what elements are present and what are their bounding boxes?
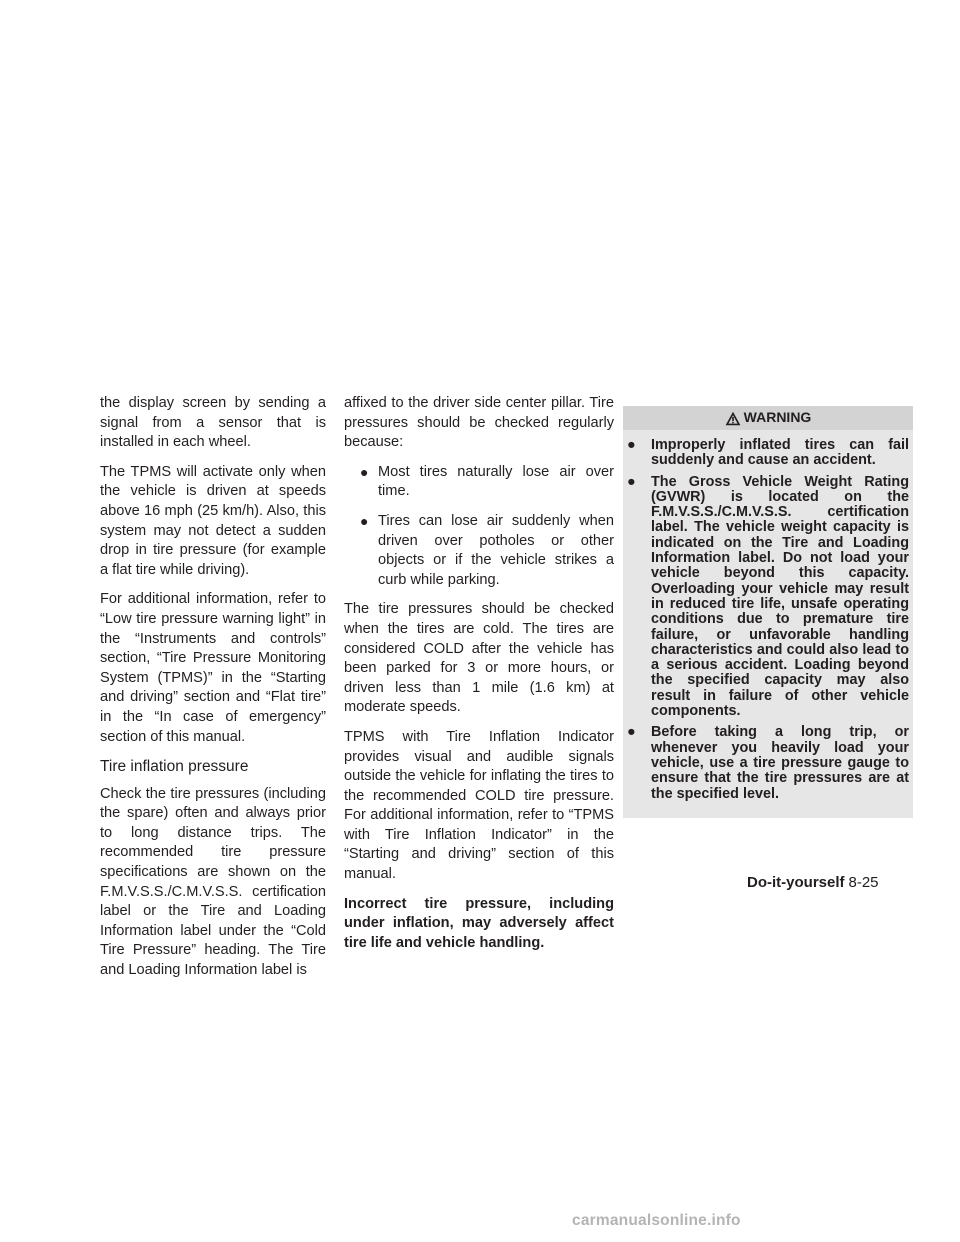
warning-item [627, 725, 909, 801]
warning-box [623, 406, 913, 818]
list-item-text: Most tires naturally lose air over time. [378, 463, 614, 500]
paragraph: Check the tire pressures (including the spare) often and always prior to long distance trips. The recommended tire pressure specifications are shown on the F.M.V.S.S./C.M.V.S.S. certification label or the Tire and Loading Information label under the “Cold Tire Pressure” heading. The Tire and Loading Information label is [100, 785, 326, 979]
warning-title: WARNING [743, 409, 812, 426]
warning-item-text: Before taking a long trip, or whenever you heavily load your vehicle, use a tire pressure gauge to ensure that the tire pressures are at the specified level. [651, 724, 909, 802]
paragraph: The tire pressures should be checked when the tires are cold. The tires are considered COLD after the vehicle has been parked for 3 or more hours, or driven less than 1 mile (1.6 km) at moderate speeds. [344, 601, 614, 716]
bold-paragraph: Incorrect tire pressure, including under inflation, may adversely affect tire life and vehicle handling. [344, 895, 614, 951]
warning-item [627, 438, 909, 469]
text-column-2 [344, 394, 614, 963]
warning-item-text: Improperly inflated tires can fail suddenly and cause an accident. [651, 437, 909, 469]
warning-item [627, 475, 909, 720]
list-item [344, 463, 614, 502]
text-column-1 [100, 394, 326, 991]
paragraph: For additional information, refer to “Low tire pressure warning light” in the “Instruments and controls” section, “Tire Pressure Monitoring System (TPMS)” in the “Starting and driving” section and “Flat tire” in the “In case of emergency” section of this manual. [100, 591, 326, 745]
page-number: 8-25 [848, 874, 879, 891]
bullet-icon: ● [360, 463, 369, 480]
bullet-icon: ● [627, 724, 636, 741]
watermark: carmanualsonline.info [572, 1212, 741, 1229]
paragraph: The TPMS will activate only when the vehicle is driven at speeds above 16 mph (25 km/h). Also, this system may not detect a sudden drop in tire pressure (for example a flat tire while driving). [100, 463, 326, 578]
warning-header [623, 406, 913, 430]
section-subheading: Tire inflation pressure [100, 758, 249, 776]
warning-triangle-icon [725, 411, 741, 426]
bullet-list [344, 463, 614, 591]
text-column-3 [623, 394, 913, 818]
bullet-icon: ● [627, 437, 636, 453]
bullet-icon: ● [360, 512, 369, 529]
paragraph: the display screen by sending a signal from a sensor that is installed in each wheel. [100, 395, 326, 451]
section-name: Do-it-yourself [747, 874, 845, 891]
list-item-text: Tires can lose air suddenly when driven over potholes or other objects or if the vehicle strikes a curb while parking. [378, 512, 614, 588]
paragraph: affixed to the driver side center pillar. Tire pressures should be checked regularly because: [344, 395, 614, 451]
list-item [344, 512, 614, 590]
warning-list [627, 438, 909, 802]
bullet-icon: ● [627, 473, 636, 490]
paragraph: TPMS with Tire Inflation Indicator provides visual and audible signals outside the vehicle for inflating the tires to the recommended COLD tire pressure. For additional information, refer to “TPMS with Tire Inflation Indicator” in the “Starting and driving” section of this manual. [344, 728, 614, 883]
warning-item-text: The Gross Vehicle Weight Rating (GVWR) is located on the F.M.V.S.S./C.M.V.S.S. certification label. The vehicle weight capacity is indicated on the Tire and Loading Information label. Do not load your vehicle beyond this capacity. Overloading your vehicle may result in reduced tire life, unsafe operating conditions due to premature tire failure, or unfavorable handling characteristics and could also lead to a serious accident. Loading beyond the specified capacity may also result in failure of other vehicle components. [651, 473, 909, 720]
page-footer [747, 874, 879, 891]
